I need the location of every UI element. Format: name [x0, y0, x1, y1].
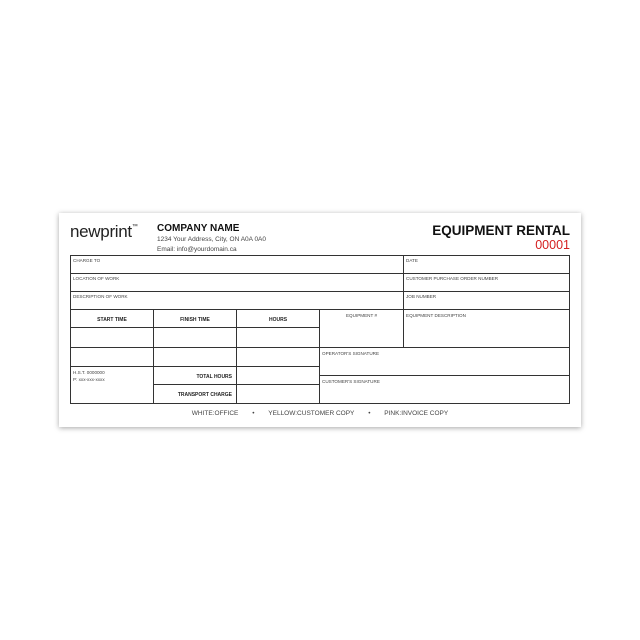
tax-info-cell	[70, 366, 154, 404]
operator-signature-label: OPERATOR'S SIGNATURE	[322, 351, 380, 356]
equipment-number-field[interactable]	[319, 309, 404, 348]
hours-label: HOURS	[268, 317, 288, 323]
company-name: COMPANY NAME	[157, 223, 240, 234]
date-field[interactable]	[403, 255, 570, 274]
finish-time-label: FINISH TIME	[180, 317, 210, 323]
yellow-copy-note: YELLOW:CUSTOMER COPY	[268, 410, 355, 417]
start-time-cell-2[interactable]	[70, 347, 154, 367]
hst-number: H.S.T. 0000000	[73, 370, 105, 375]
equipment-description-label: EQUIPMENT DESCRIPTION	[406, 313, 466, 318]
equipment-rental-form	[59, 213, 581, 427]
total-hours-label: TOTAL HOURS	[196, 374, 232, 380]
transport-charge-label: TRANSPORT CHARGE	[177, 392, 232, 398]
operator-signature-field[interactable]	[319, 347, 570, 376]
company-address: 1234 Your Address, City, ON A0A 0A0	[157, 236, 267, 243]
finish-time-cell-1[interactable]	[153, 327, 237, 348]
description-label: DESCRIPTION OF WORK	[73, 294, 128, 299]
customer-signature-label: CUSTOMER'S SIGNATURE	[322, 379, 380, 384]
job-number-label: JOB NUMBER	[406, 294, 437, 299]
white-copy-note: WHITE:OFFICE	[191, 410, 239, 417]
date-label: DATE	[406, 258, 418, 263]
total-hours-label-cell	[153, 366, 237, 385]
form-title: EQUIPMENT RENTAL	[432, 223, 570, 238]
start-time-header	[70, 309, 154, 328]
bullet-1: •	[252, 410, 255, 417]
start-time-cell-1[interactable]	[70, 327, 154, 348]
newprint-logo: newprint™	[70, 222, 138, 241]
transport-charge-cell[interactable]	[236, 384, 320, 404]
company-email: Email: info@yourdomain.ca	[157, 246, 237, 253]
po-number-field[interactable]	[403, 273, 570, 292]
hours-header	[236, 309, 320, 328]
hours-cell-2[interactable]	[236, 347, 320, 367]
description-field[interactable]	[70, 291, 404, 310]
location-field[interactable]	[70, 273, 404, 292]
equipment-description-field[interactable]	[403, 309, 570, 348]
start-time-label: START TIME	[97, 317, 127, 323]
location-label: LOCATION OF WORK	[73, 276, 120, 281]
company-contact	[157, 235, 266, 255]
equipment-number-label: EQUIPMENT #	[345, 313, 378, 318]
job-number-field[interactable]	[403, 291, 570, 310]
finish-time-cell-2[interactable]	[153, 347, 237, 367]
phone-number: P: xxx-xxx-xxxx	[73, 377, 105, 382]
pink-copy-note: PINK:INVOICE COPY	[384, 410, 449, 417]
charge-to-label: CHARGE TO	[73, 258, 101, 263]
finish-time-header	[153, 309, 237, 328]
bullet-2: •	[368, 410, 371, 417]
charge-to-field[interactable]	[70, 255, 404, 274]
copy-distribution-footer	[59, 410, 581, 417]
customer-signature-field[interactable]	[319, 375, 570, 404]
total-hours-cell[interactable]	[236, 366, 320, 385]
form-number: 00001	[535, 238, 570, 252]
transport-label-cell	[153, 384, 237, 404]
hours-cell-1[interactable]	[236, 327, 320, 348]
po-number-label: CUSTOMER PURCHASE ORDER NUMBER	[406, 276, 499, 281]
